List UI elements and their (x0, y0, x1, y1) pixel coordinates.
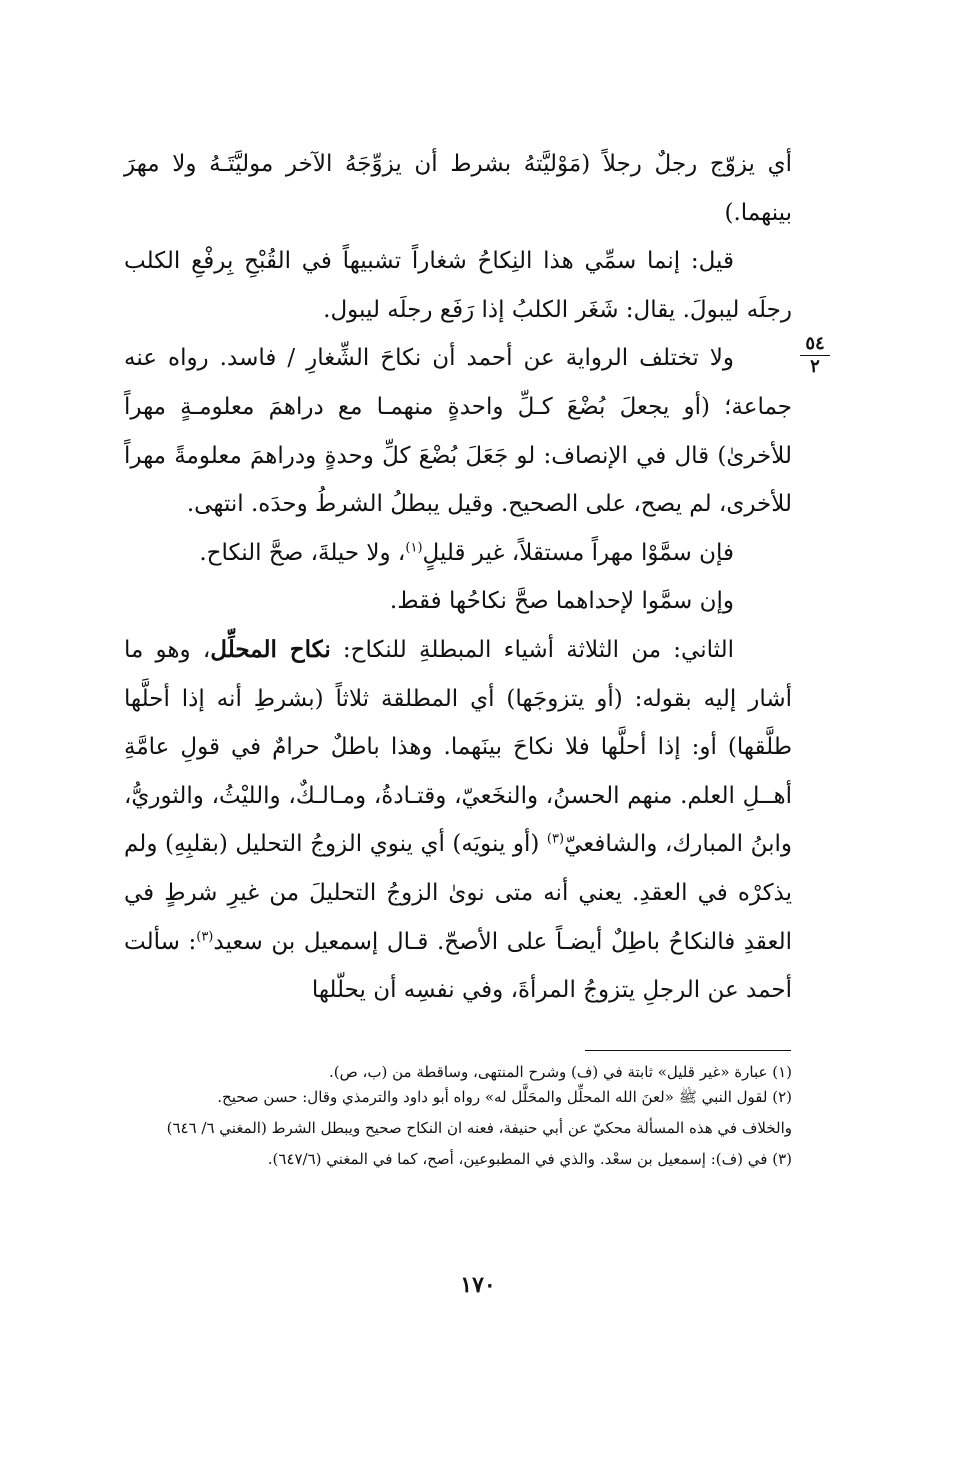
footnotes (124, 1060, 792, 1172)
footnote-ref-1: (١) (405, 540, 423, 556)
footnote-1: (١) عبارة «غير قليل» ثابتة في (ف) وشرح المنتهى، وساقطة من (ب، ص). (329, 1063, 792, 1081)
paragraph-2-text: قيل: إنما سمِّي هذا النِكاحُ شغاراً تشبيهاً في القُبْحِ بِرفْعِ الكلب رجلَه ليبولَ. يقال: شَغَر الكلبُ إذا رَفَع رجلَه ليبول. (124, 248, 792, 323)
paragraph-4-text-b: ، ولا حيلةَ، صحَّ النكاح. (199, 539, 406, 566)
footnote-ref-3b: (٣) (196, 928, 214, 944)
paragraph-4 (124, 529, 792, 578)
paragraph-2 (124, 237, 792, 334)
margin-folio-note (800, 335, 830, 376)
paragraph-6-text-d: : سألت أحمد عن الرجلِ يتزوجُ المرأةَ، وفي نفسِه أن يحلّلها (124, 928, 792, 1004)
paragraph-1-text: أي يزوّج رجلٌ رجلاً (مَوْليَّتهُ بشرط أن يزوِّجَهُ الآخر موليَّتَـهُ ولا مهرَ بينهما.) (124, 151, 792, 226)
page-number: ١٧٠ (460, 1272, 496, 1298)
paragraph-3 (124, 334, 792, 528)
paragraph-4-text-a: فإن سمَّوْا مهراً مستقلاً، غير قليلٍ (422, 539, 734, 566)
paragraph-6 (124, 626, 792, 1015)
paragraph-5 (124, 577, 792, 626)
paragraph-6-text-a: الثاني: من الثلاثة أشياء المبطلةِ للنكاح: (330, 636, 734, 663)
footnote-divider (585, 1050, 791, 1051)
paragraph-6-text-b: ، وهو ما أشار إليه بقوله: (أو يتزوجَها) أي المطلقة ثلاثاً (بشرطِ أنه إذا أحلَّها طلَّقها) أو: إذا أحلَّها فلا نكاحَ بينَهما. وهذا باطلٌ حرامٌ في قولِ عامَّةِ أهــلِ العلم. منهم الحسنُ، والنخَعيّ، وقتـادةُ، ومـالـكٌ، والليْثُ، والثوريُّ، وابنُ المبارك، والشافعيّ (124, 636, 792, 858)
paragraph-3-text: ولا تختلف الرواية عن أحمد أن نكاحَ الشِّغارِ / فاسد. رواه عنه جماعة؛ (أو يجعلَ بُضْعَ كـلِّ واحدةٍ منهمـا مع دراهمَ معلومـةٍ مهراً للأخرىٰ) قال في الإنصاف: لو جَعَلَ بُضْعَ كلِّ وحدةٍ ودراهمَ معلومةً مهراً للأخرى، لم يصح، على الصحيح. وقيل يبطلُ الشرطُ وحدَه. انتهى. (124, 345, 792, 518)
paragraph-6-text-c: (أو ينويَه) أي ينوي الزوجُ التحليل (بقلبِهِ) ولم يذكرْه في العقدِ. يعني أنه متى نوىٰ الزوجُ التحليلَ من غيرِ شرطٍ في العقدِ فالنكاحُ باطِلٌ أيضـاً على الأصحّ. قـال إسمعيل بن سعيد (124, 831, 793, 955)
footnote-2: (٢) لقول النبي ﷺ «لعنَ الله المحلِّل والمحَلَّل له» رواه أبو داود والترمذي وقال: حسن صحيح. (217, 1088, 792, 1106)
footnote-2-continued: والخلاف في هذه المسألة محكيّ عن أبي حنيفة، فعنه ان النكاح صحيح ويبطل الشرط (المغني ٦/ ٦٤٦) (166, 1119, 792, 1137)
paragraph-1 (124, 140, 792, 237)
margin-folio-side: ٢ (810, 356, 820, 377)
bold-term: نكاح المحلِّل (210, 635, 331, 663)
main-text (124, 140, 792, 1015)
footnote-3: (٣) في (ف): إسمعيل بن سعْد. والذي في المطبوعين، أصح، كما في المغني (٦٤٧/٦). (267, 1150, 792, 1168)
margin-folio-number: ٥٤ (800, 335, 830, 356)
paragraph-5-text: وإن سمَّوا لإحداهما صحَّ نكاحُها فقط. (389, 588, 734, 615)
footnote-ref-3: (٣) (546, 831, 565, 847)
